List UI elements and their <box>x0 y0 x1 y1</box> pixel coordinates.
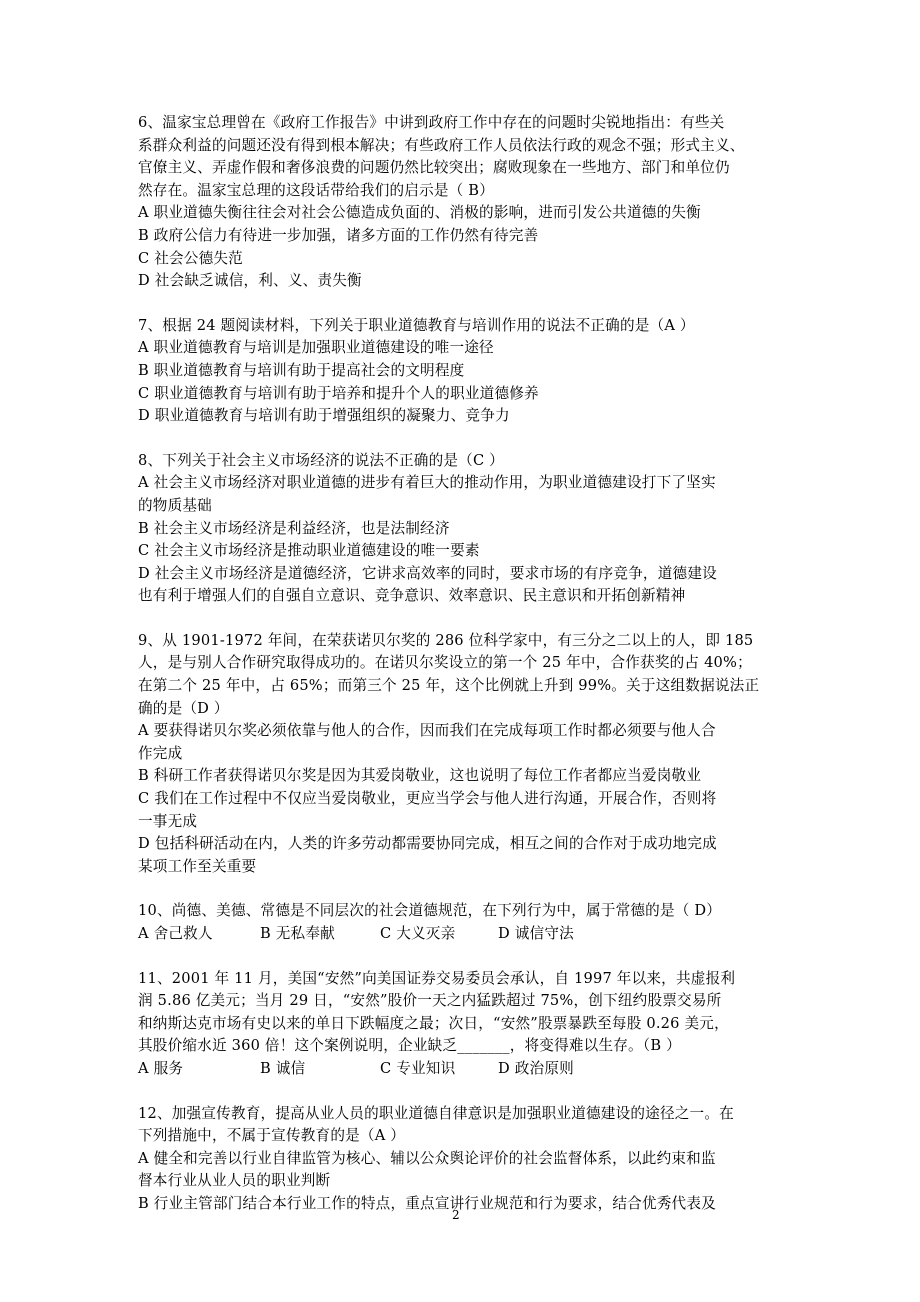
question-6 <box>138 112 788 293</box>
question-text-line: 9、从 1901-1972 年间，在荣获诺贝尔奖的 286 位科学家中，有三分之二以上的人，即 185 <box>138 631 754 649</box>
question-12 <box>138 1103 788 1216</box>
option-c: C 我们在工作过程中不仅应当爱岗敬业，更应当学会与他人进行沟通，开展合作，否则将 <box>138 790 717 808</box>
options-row <box>138 923 788 946</box>
option-a: A 职业道德失衡往往会对社会公德造成负面的、消极的影响，进而引发公共道德的失衡 <box>138 204 701 222</box>
option-d: D 职业道德教育与培训有助于增强组织的凝聚力、竞争力 <box>138 407 510 425</box>
option-a: A 健全和完善以行业自律监管为核心、辅以公众舆论评价的社会监督体系，以此约束和监 <box>138 1149 716 1167</box>
question-text-line: 12、加强宣传教育，提高从业人员的职业道德自律意识是加强职业道德建设的途径之一。在 <box>138 1104 734 1122</box>
question-text-line: 确的是（D ） <box>138 699 229 717</box>
option-a-continued: 的物质基础 <box>138 496 212 514</box>
spacer <box>138 428 788 450</box>
option-b: B 政府公信力有待进一步加强，诸多方面的工作仍然有待完善 <box>138 226 539 244</box>
option-d-continued: 某项工作至关重要 <box>138 857 257 875</box>
option-a: A 要获得诺贝尔奖必须依靠与他人的合作，因而我们在完成每项工作时都必须要与他人合 <box>138 722 716 740</box>
option-d: D 社会缺乏诚信，利、义、责失衡 <box>138 272 362 290</box>
question-8 <box>138 450 788 608</box>
question-text-line: 官僚主义、弄虚作假和奢侈浪费的问题仍然比较突出；腐败现象在一些地方、部门和单位仍 <box>138 159 730 177</box>
option-b: B 诚信 <box>260 1059 306 1077</box>
option-b: B 行业主管部门结合本行业工作的特点，重点宣讲行业规范和行为要求，结合优秀代表及 <box>138 1194 716 1212</box>
option-d: D 社会主义市场经济是道德经济，它讲求高效率的同时，要求市场的有序竞争，道德建设 <box>138 564 717 582</box>
page-number: 2 <box>452 1208 460 1222</box>
spacer <box>138 293 788 315</box>
spacer <box>138 608 788 630</box>
spacer <box>138 1081 788 1103</box>
question-text-line: 7、根据 24 题阅读材料，下列关于职业道德教育与培训作用的说法不正确的是（A ） <box>138 316 695 334</box>
option-b: B 社会主义市场经济是利益经济，也是法制经济 <box>138 519 450 537</box>
question-text-line: 系群众利益的问题还没有得到根本解决；有些政府工作人员依法行政的观念不强；形式主义、 <box>138 136 745 154</box>
spacer <box>138 946 788 968</box>
option-c: C 专业知识 <box>380 1059 456 1077</box>
option-b: B 科研工作者获得诺贝尔奖是因为其爱岗敬业，这也说明了每位工作者都应当爱岗敬业 <box>138 767 702 785</box>
question-text-line: 在第二个 25 年中，占 65%；而第三个 25 年，这个比例就上升到 99%。关于这组数据说法正 <box>138 677 760 695</box>
option-c: C 大义灭亲 <box>380 925 456 942</box>
question-11 <box>138 968 788 1081</box>
spacer <box>138 878 788 900</box>
option-d: D 包括科研活动在内，人类的许多劳动都需要协同完成，相互之间的合作对于成功地完成 <box>138 835 717 853</box>
option-a-continued: 作完成 <box>138 744 183 762</box>
question-text-line: 下列措施中，不属于宣传教育的是（A ） <box>138 1127 406 1145</box>
question-text-line: 人，是与别人合作研究取得成功的。在诺贝尔奖设立的第一个 25 年中，合作获奖的占 40%； <box>138 654 752 672</box>
question-text-line: 润 5.86 亿美元；当月 29 日，“安然”股价一天之内猛跌超过 75%，创下纽约股票交易所 <box>138 992 722 1010</box>
question-text-line: 和纳斯达克市场有史以来的单日下跌幅度之最；次日，“安然”股票暴跌至每股 0.26 美元， <box>138 1014 729 1032</box>
option-a: A 社会主义市场经济对职业道德的进步有着巨大的推动作用，为职业道德建设打下了坚实 <box>138 474 716 492</box>
question-text-line: 然存在。温家宝总理的这段话带给我们的启示是（ B） <box>138 181 495 199</box>
option-c-continued: 一事无成 <box>138 812 198 830</box>
option-b: B 职业道德教育与培训有助于提高社会的文明程度 <box>138 361 465 379</box>
option-d: D 政治原则 <box>498 1059 574 1077</box>
option-c: C 职业道德教育与培训有助于培养和提升个人的职业道德修养 <box>138 384 539 402</box>
question-9 <box>138 630 788 879</box>
options-row <box>138 1058 788 1081</box>
question-text-line: 其股价缩水近 360 倍！这个案例说明，企业缺乏_______，将变得难以生存。（B ） <box>138 1037 681 1055</box>
option-b: B 无私奉献 <box>260 925 335 942</box>
option-a: A 职业道德教育与培训是加强职业道德建设的唯一途径 <box>138 339 494 357</box>
option-a: A 舍己救人 <box>138 925 213 942</box>
question-text-line: 10、尚德、美德、常德是不同层次的社会道德规范，在下列行为中，属于常德的是（ D） <box>138 902 722 920</box>
question-text-line: 11、2001 年 11 月，美国“安然”向美国证券交易委员会承认，自 1997 年以来，共虚报利 <box>138 969 736 987</box>
question-text-line: 6、温家宝总理曾在《政府工作报告》中讲到政府工作中存在的问题时尖锐地指出：有些关 <box>138 114 725 131</box>
question-7 <box>138 315 788 428</box>
option-c: C 社会主义市场经济是推动职业道德建设的唯一要素 <box>138 542 480 560</box>
option-d: D 诚信守法 <box>498 925 574 942</box>
question-text-line: 8、下列关于社会主义市场经济的说法不正确的是（C ） <box>138 451 504 469</box>
option-d-continued: 也有利于增强人们的自强自立意识、竞争意识、效率意识、民主意识和开拓创新精神 <box>138 587 686 605</box>
option-a: A 服务 <box>138 1059 184 1077</box>
document-body <box>138 112 788 1216</box>
question-10 <box>138 900 788 945</box>
option-a-continued: 督本行业从业人员的职业判断 <box>138 1172 331 1190</box>
option-c: C 社会公德失范 <box>138 249 243 267</box>
